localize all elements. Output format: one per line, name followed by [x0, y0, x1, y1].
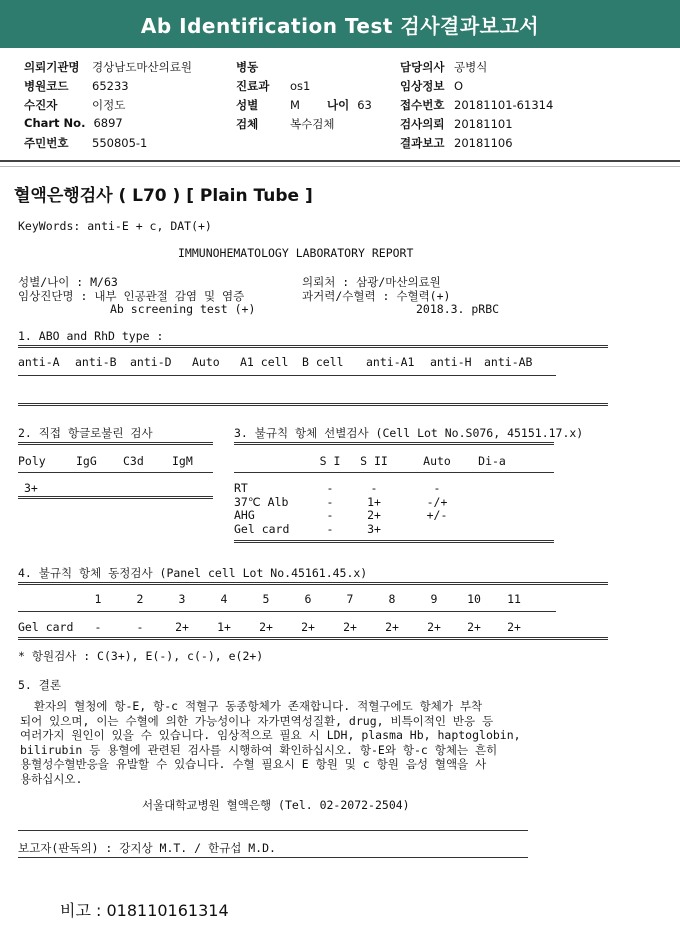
abo-column-header: anti-H: [430, 355, 472, 369]
dat-title: 2. 직접 항글로불린 검사: [18, 426, 153, 440]
result-line: 되어 있으며, 이는 수혈에 의한 가능성이나 자가면역성질환, drug, 비특이적인 반응 등: [20, 713, 494, 728]
header-label: 결과보고: [400, 136, 445, 150]
signature-line-bottom: [18, 857, 528, 858]
abo-column-header: A1 cell: [240, 355, 289, 369]
header-field: [400, 116, 513, 132]
header-field: [24, 59, 192, 75]
header-label: 임상정보: [400, 79, 445, 93]
screen-cell: -: [326, 481, 334, 495]
header-divider-thin: [0, 166, 680, 167]
header-label: 검체: [236, 117, 259, 131]
panel-cell: 2+: [301, 620, 315, 634]
screen-cell: -: [433, 481, 441, 495]
header-label: 수진자: [24, 98, 58, 112]
dat-double-line: [18, 442, 213, 445]
header-field: [400, 135, 513, 151]
abo-double-line-bottom: [18, 403, 608, 406]
header-value: 공병식: [454, 60, 488, 74]
panel-cell: 2+: [175, 620, 189, 634]
screening-summary: Ab screening test (+): [110, 302, 256, 316]
header-value: 20181101-61314: [454, 98, 554, 112]
dat-column-header: IgM: [172, 454, 193, 468]
dat-column-header: Poly: [18, 454, 46, 468]
screen-cell: -/+: [426, 494, 448, 509]
hospital-contact: 서울대학교병원 혈액은행 (Tel. 02-2072-2504): [142, 798, 410, 812]
abo-column-header: Auto: [192, 355, 220, 369]
header-label: 검사의뢰: [400, 117, 445, 131]
header-value: 65233: [92, 79, 129, 93]
abo-column-header: anti-D: [130, 355, 172, 369]
header-value: os1: [290, 79, 311, 93]
header-field: [24, 97, 125, 113]
header-label: 병원코드: [24, 79, 69, 93]
screen-row-label: Gel card: [234, 521, 290, 536]
panel-column-header: 6: [304, 592, 312, 606]
screen-row-label: 37℃ Alb: [234, 494, 289, 509]
result-line: 여러가지 원인이 있을 수 있습니다. 임상적으로 필요 시 LDH, plasma Hb, haptoglobin,: [20, 728, 521, 743]
header-value: 복수검체: [290, 117, 335, 131]
panel-column-header: 2: [136, 592, 144, 606]
requester: 의뢰처 : 삼광/마산의료원: [302, 275, 441, 289]
panel-column-header: 8: [388, 592, 396, 606]
screen-column-header: Di-a: [478, 454, 506, 468]
panel-cell: 2+: [507, 620, 521, 634]
abo-line: [18, 375, 556, 376]
header-divider: [0, 160, 680, 162]
result-line: 용혈성수혈반응을 유발할 수 있습니다. 수혈 필요시 E 항원 및 c 항원 음성 혈액을 사: [20, 757, 487, 772]
panel-cell: 1+: [217, 620, 231, 634]
screen-cell: -: [370, 481, 378, 495]
screen-cell: +/-: [426, 508, 448, 522]
panel-column-header: 7: [346, 592, 354, 606]
header-label: 주민번호: [24, 136, 69, 150]
panel-cell: -: [136, 620, 144, 634]
screen-cell: 3+: [367, 521, 381, 536]
abo-column-header: anti-A1: [366, 355, 415, 369]
screen-column-header: S I: [319, 454, 341, 468]
note: 비고 : 018110161314: [60, 901, 229, 920]
header-field: [400, 59, 487, 75]
screen-double-line: [234, 442, 554, 445]
screen-double-line-bottom: [234, 540, 554, 543]
header-label: 접수번호: [400, 98, 445, 112]
screen-line: [234, 472, 554, 473]
abo-title: 1. ABO and RhD type :: [18, 329, 164, 343]
panel-cell: 2+: [385, 620, 399, 634]
result-paragraph: [20, 699, 600, 787]
panel-column-header: 9: [430, 592, 438, 606]
panel-cell: 2+: [467, 620, 481, 634]
abo-column-header: anti-A: [18, 355, 60, 369]
header-value: M: [290, 98, 300, 112]
header-field: [400, 97, 553, 113]
header-field: [24, 78, 129, 94]
header-field: [236, 59, 290, 75]
dat-value: 3+: [24, 481, 38, 495]
panel-cell: -: [94, 620, 102, 634]
screen-title: 3. 불규칙 항체 선별검사 (Cell Lot No.S076, 45151.17.x): [234, 426, 584, 440]
header-label: 병동: [236, 60, 259, 74]
panel-column-header: 5: [262, 592, 270, 606]
panel-column-header: 1: [94, 592, 102, 606]
panel-double-line-bottom: [18, 637, 608, 640]
transfusion-detail: 2018.3. pRBC: [416, 302, 500, 316]
panel-double-line: [18, 582, 608, 585]
reporter: 보고자(판독의) : 강지상 M.T. / 한규섭 M.D.: [18, 841, 276, 855]
result-line: bilirubin 등 용혈에 관련된 검사를 시행하여 확인하십시오. 항-E와 항-c 항체는 흔히: [20, 742, 498, 757]
header-field: [24, 135, 147, 151]
panel-column-header: 3: [178, 592, 186, 606]
antigen-test: * 항원검사 : C(3+), E(-), c(-), e(2+): [18, 649, 264, 663]
header-label: Chart No.: [24, 116, 86, 130]
diagnosis: 임상진단명 : 내부 인공관절 감염 및 염증: [18, 289, 245, 303]
transfusion-history: 과거력/수혈력 : 수혈력(+): [302, 289, 451, 303]
panel-cell: 2+: [259, 620, 273, 634]
panel-title: 4. 불규칙 항체 동정검사 (Panel cell Lot No.45161.45.x): [18, 566, 368, 580]
screen-row-label: RT: [234, 481, 248, 495]
age-value: 63: [357, 98, 372, 112]
dat-column-header: IgG: [76, 454, 97, 468]
screen-cell: -: [326, 521, 334, 536]
dat-line: [18, 472, 213, 473]
header-value: 경상남도마산의료원: [92, 60, 192, 74]
abo-column-header: anti-B: [75, 355, 117, 369]
screen-column-header: S II: [360, 454, 388, 468]
header-field: [24, 116, 123, 130]
header-value: 20181106: [454, 136, 513, 150]
panel-row-label: Gel card: [18, 620, 74, 634]
keywords: KeyWords: anti-E + c, DAT(+): [18, 219, 212, 233]
panel-column-header: 4: [220, 592, 228, 606]
section-title: 혈액은행검사 ( L70 ) [ Plain Tube ]: [14, 186, 313, 206]
screen-cell: -: [326, 508, 334, 522]
header-label: 의뢰기관명: [24, 60, 80, 74]
header-field: [236, 116, 334, 132]
age-field: [327, 97, 372, 113]
header-label: 담당의사: [400, 60, 445, 74]
screen-cell: 1+: [367, 494, 381, 509]
header-label: 성별: [236, 98, 259, 112]
header-value: 20181101: [454, 117, 513, 131]
panel-column-header: 10: [467, 592, 481, 606]
result-title: 5. 결론: [18, 678, 61, 692]
dat-column-header: C3d: [123, 454, 144, 468]
screen-column-header: Auto: [423, 454, 451, 468]
panel-cell: 2+: [427, 620, 441, 634]
header-field: [400, 78, 463, 94]
signature-line: [18, 830, 528, 831]
panel-column-header: 11: [507, 592, 521, 606]
abo-column-header: anti-AB: [484, 355, 533, 369]
header-field: [236, 78, 310, 94]
result-line: 환자의 혈청에 항-E, 항-c 적혈구 동종항체가 존재합니다. 적혈구에도 항체가 부착: [20, 699, 483, 713]
header-label: 진료과: [236, 79, 270, 93]
screen-cell: 2+: [367, 508, 381, 522]
age-label: 나이: [327, 98, 350, 112]
header-value: 6897: [93, 116, 123, 130]
panel-line: [18, 611, 556, 612]
lab-report-title: IMMUNOHEMATOLOGY LABORATORY REPORT: [178, 246, 414, 260]
screen-cell: -: [326, 494, 334, 509]
result-line: 용하십시오.: [20, 771, 83, 786]
header-field: [236, 97, 300, 113]
abo-column-header: B cell: [302, 355, 344, 369]
sex-age: 성별/나이 : M/63: [18, 275, 118, 289]
screen-row-label: AHG: [234, 508, 255, 522]
header-value: 이정도: [92, 98, 126, 112]
dat-double-line-bottom: [18, 496, 213, 499]
header-value: 550805-1: [92, 136, 148, 150]
header-value: O: [454, 79, 464, 93]
abo-double-line: [18, 345, 608, 348]
report-title: Ab Identification Test 검사결과보고서: [0, 0, 680, 48]
panel-cell: 2+: [343, 620, 357, 634]
